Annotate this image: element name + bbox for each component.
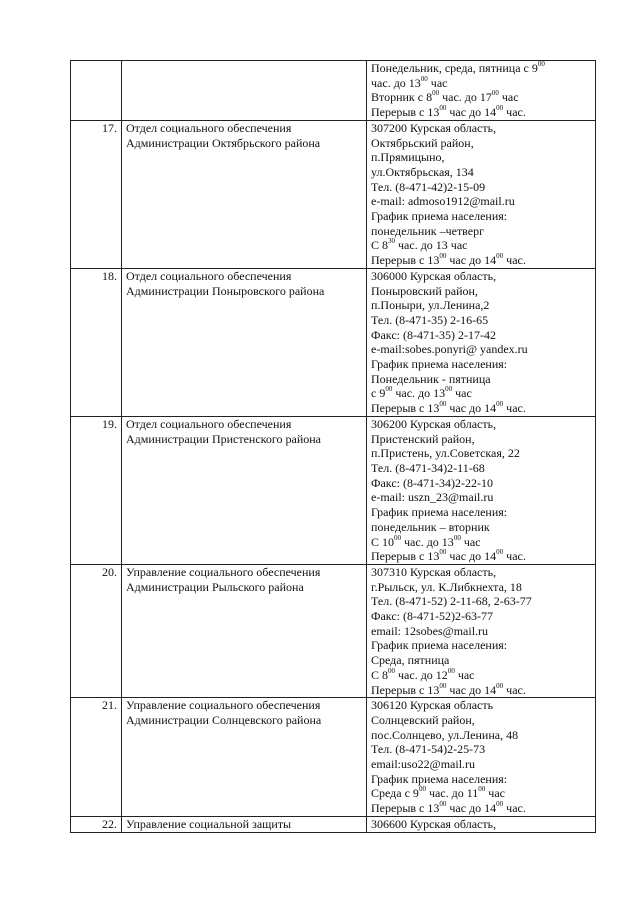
organization-cell bbox=[122, 61, 367, 121]
contact-info-line bbox=[371, 580, 591, 595]
table-row bbox=[71, 698, 596, 817]
contact-info-line bbox=[371, 238, 591, 253]
contact-info-cell bbox=[367, 564, 596, 697]
contact-info-text: п.Пристень, ул.Советская, 22 bbox=[371, 446, 520, 461]
contact-info-text: Перерыв с 13 bbox=[371, 401, 440, 416]
row-number: 21. bbox=[102, 698, 117, 713]
contact-info-cell bbox=[367, 416, 596, 564]
contact-info-text: email: 12sobes@mail.ru bbox=[371, 623, 489, 638]
table-row bbox=[71, 416, 596, 564]
contact-info-line bbox=[371, 61, 591, 76]
minutes-superscript: 00 bbox=[439, 400, 447, 409]
contact-info-cell bbox=[367, 816, 596, 832]
contact-info-text: Вторник с 8 bbox=[371, 90, 433, 105]
contact-info-text: 306120 Курская область bbox=[371, 698, 494, 713]
contact-info-text: п.Прямицыно, bbox=[371, 150, 445, 165]
contact-info-text: час. bbox=[503, 401, 526, 416]
row-number-cell bbox=[71, 120, 122, 268]
organization-cell bbox=[122, 816, 367, 832]
contact-info-cell bbox=[367, 698, 596, 817]
organization-name-line: Управление социальной защиты bbox=[126, 816, 292, 831]
contact-info-line bbox=[371, 476, 591, 491]
row-number-cell bbox=[71, 416, 122, 564]
table-row bbox=[71, 61, 596, 121]
contact-info-text: Тел. (8-471-54)2-25-73 bbox=[371, 742, 486, 757]
contact-info-line bbox=[371, 786, 591, 801]
contact-info-cell bbox=[367, 268, 596, 416]
row-number-cell bbox=[71, 698, 122, 817]
contact-info-line bbox=[371, 535, 591, 550]
contact-info-text: п.Поныри, ул.Ленина,2 bbox=[371, 298, 490, 313]
organization-cell bbox=[122, 120, 367, 268]
minutes-superscript: 00 bbox=[453, 533, 461, 542]
contact-info-text: час. bbox=[503, 549, 526, 564]
contact-info-text: час. до 13 час bbox=[395, 238, 468, 253]
contact-info-text: час. bbox=[503, 105, 526, 120]
contact-info-text: час bbox=[460, 534, 481, 549]
minutes-superscript: 00 bbox=[496, 104, 504, 113]
contact-info-text: Солнцевский район, bbox=[371, 712, 475, 727]
contact-info-text: С 8 bbox=[371, 667, 389, 682]
contact-info-text: понедельник – вторник bbox=[371, 519, 490, 534]
contacts-table-body bbox=[71, 61, 596, 833]
contact-info-line bbox=[371, 357, 591, 372]
organization-name-line: Администрации Поныровского района bbox=[126, 283, 325, 298]
contact-info-line bbox=[371, 401, 591, 416]
contact-info-text: График приема населения: bbox=[371, 505, 508, 520]
contact-info-line bbox=[371, 461, 591, 476]
minutes-superscript: 00 bbox=[439, 681, 447, 690]
contact-info-text: час до 14 bbox=[446, 549, 497, 564]
contact-info-text: Перерыв с 13 bbox=[371, 549, 440, 564]
contact-info-text: e-mail: uszn_23@mail.ru bbox=[371, 490, 494, 505]
contact-info-text: час. до 11 bbox=[425, 786, 479, 801]
contact-info-text: час bbox=[452, 386, 472, 401]
row-number-cell bbox=[71, 564, 122, 697]
contact-info-text: час. до 13 bbox=[392, 386, 446, 401]
organization-cell bbox=[122, 698, 367, 817]
contact-info-text: Тел. (8-471-34)2-11-68 bbox=[371, 460, 485, 475]
contact-info-line bbox=[371, 209, 591, 224]
contact-info-text: Тел. (8-471-35) 2-16-65 bbox=[371, 312, 489, 327]
contact-info-text: График приема населения: bbox=[371, 209, 508, 224]
contact-info-line bbox=[371, 165, 591, 180]
contact-info-text: Поныровский район, bbox=[371, 283, 478, 298]
contact-info-line bbox=[371, 653, 591, 668]
contact-info-text: 306000 Курская область, bbox=[371, 268, 497, 283]
contact-info-text: час. bbox=[503, 253, 526, 268]
contact-info-text: ул.Октябрьская, 134 bbox=[371, 164, 474, 179]
contact-info-line bbox=[371, 624, 591, 639]
table-row bbox=[71, 268, 596, 416]
contact-info-text: 307310 Курская область, bbox=[371, 564, 497, 579]
contact-info-line bbox=[371, 446, 591, 461]
contact-info-text: час. bbox=[503, 801, 526, 816]
contact-info-text: час. bbox=[503, 682, 526, 697]
minutes-superscript: 00 bbox=[496, 800, 504, 809]
contact-info-text: Понедельник - пятница bbox=[371, 371, 491, 386]
organization-name-line: Управление социального обеспечения bbox=[126, 698, 321, 713]
contact-info-text: час. до 13 bbox=[371, 75, 421, 90]
contact-info-line bbox=[371, 698, 591, 713]
contact-info-line bbox=[371, 728, 591, 743]
contact-info-text: 306200 Курская область, bbox=[371, 416, 497, 431]
row-number-cell bbox=[71, 268, 122, 416]
minutes-superscript: 00 bbox=[496, 681, 504, 690]
contact-info-line bbox=[371, 713, 591, 728]
contact-info-line bbox=[371, 90, 591, 105]
contact-info-text: e-mail: admoso1912@mail.ru bbox=[371, 194, 515, 209]
contact-info-line bbox=[371, 76, 591, 91]
contact-info-text: Среда с 9 bbox=[371, 786, 419, 801]
contact-info-line bbox=[371, 253, 591, 268]
minutes-superscript: 00 bbox=[439, 800, 447, 809]
contact-info-line bbox=[371, 638, 591, 653]
contact-info-line bbox=[371, 284, 591, 299]
contact-info-line bbox=[371, 505, 591, 520]
contact-info-text: понедельник –четверг bbox=[371, 223, 485, 238]
organization-name-line: Администрации Пристенского района bbox=[126, 431, 322, 446]
organization-cell bbox=[122, 564, 367, 697]
minutes-superscript: 00 bbox=[394, 533, 402, 542]
contact-info-text: 306600 Курская область, bbox=[371, 816, 497, 831]
organization-name-line: Администрации Октябрьского района bbox=[126, 135, 321, 150]
row-number: 17. bbox=[102, 120, 117, 135]
contact-info-text: пос.Солнцево, ул.Ленина, 48 bbox=[371, 727, 519, 742]
contact-info-cell bbox=[367, 120, 596, 268]
organization-name-line: Отдел социального обеспечения bbox=[126, 416, 292, 431]
contact-info-line bbox=[371, 417, 591, 432]
contact-info-line bbox=[371, 683, 591, 698]
contact-info-line bbox=[371, 121, 591, 136]
row-number: 18. bbox=[102, 268, 117, 283]
contact-info-text: час до 14 bbox=[446, 105, 497, 120]
contact-info-line bbox=[371, 194, 591, 209]
contact-info-text: Перерыв с 13 bbox=[371, 801, 440, 816]
row-number-cell bbox=[71, 816, 122, 832]
row-number-cell bbox=[71, 61, 122, 121]
contact-info-line bbox=[371, 136, 591, 151]
contact-info-line bbox=[371, 490, 591, 505]
row-number: 19. bbox=[102, 416, 117, 431]
contact-info-text: час до 14 bbox=[446, 401, 497, 416]
contact-info-text: Факс: (8-471-35) 2-17-42 bbox=[371, 327, 496, 342]
contact-info-text: час bbox=[485, 786, 505, 801]
minutes-superscript: 00 bbox=[418, 785, 426, 794]
contact-info-text: час до 14 bbox=[446, 253, 497, 268]
minutes-superscript: 00 bbox=[439, 104, 447, 113]
row-number: 20. bbox=[102, 564, 117, 579]
contact-info-text: Октябрьский район, bbox=[371, 135, 474, 150]
contact-info-text: час bbox=[454, 667, 475, 682]
contacts-table bbox=[70, 60, 596, 833]
minutes-superscript: 00 bbox=[496, 400, 504, 409]
minutes-superscript: 30 bbox=[388, 237, 396, 246]
contact-info-text: час. до 17 bbox=[439, 90, 492, 105]
contact-info-text: График приема населения: bbox=[371, 771, 508, 786]
contact-info-line bbox=[371, 801, 591, 816]
table-row bbox=[71, 120, 596, 268]
contact-info-text: Перерыв с 13 bbox=[371, 682, 440, 697]
minutes-superscript: 00 bbox=[432, 89, 440, 98]
contact-info-line bbox=[371, 520, 591, 535]
contact-info-text: Факс: (8-471-34)2-22-10 bbox=[371, 475, 493, 490]
minutes-superscript: 00 bbox=[420, 74, 428, 83]
contact-info-text: час bbox=[427, 75, 448, 90]
organization-name-line: Администрации Солнцевского района bbox=[126, 712, 322, 727]
contact-info-text: с 9 bbox=[371, 386, 386, 401]
contact-info-text: Перерыв с 13 bbox=[371, 105, 440, 120]
contact-info-line bbox=[371, 150, 591, 165]
contact-info-line bbox=[371, 386, 591, 401]
minutes-superscript: 00 bbox=[445, 385, 453, 394]
contact-info-text: График приема населения: bbox=[371, 638, 508, 653]
contact-info-line bbox=[371, 269, 591, 284]
organization-name-line: Отдел социального обеспечения bbox=[126, 120, 292, 135]
minutes-superscript: 00 bbox=[447, 666, 455, 675]
contact-info-line bbox=[371, 817, 591, 832]
contact-info-text: Тел. (8-471-42)2-15-09 bbox=[371, 179, 486, 194]
contact-info-line bbox=[371, 105, 591, 120]
organization-name-line: Отдел социального обеспечения bbox=[126, 268, 292, 283]
contact-info-line bbox=[371, 372, 591, 387]
contact-info-line bbox=[371, 757, 591, 772]
contact-info-text: Среда, пятница bbox=[371, 653, 450, 668]
contact-info-text: График приема населения: bbox=[371, 357, 508, 372]
contact-info-text: С 10 bbox=[371, 534, 395, 549]
contact-info-line bbox=[371, 742, 591, 757]
contact-info-text: Тел. (8-471-52) 2-11-68, 2-63-77 bbox=[371, 594, 532, 609]
minutes-superscript: 00 bbox=[537, 60, 545, 68]
organization-cell bbox=[122, 416, 367, 564]
contact-info-line bbox=[371, 432, 591, 447]
contact-info-text: Перерыв с 13 bbox=[371, 253, 440, 268]
minutes-superscript: 00 bbox=[439, 548, 447, 557]
minutes-superscript: 00 bbox=[439, 252, 447, 261]
contact-info-line bbox=[371, 224, 591, 239]
contact-info-line bbox=[371, 180, 591, 195]
contact-info-text: час. до 12 bbox=[395, 667, 448, 682]
contact-info-text: 307200 Курская область, bbox=[371, 120, 497, 135]
contact-info-text: час. до 13 bbox=[401, 534, 454, 549]
organization-name-line: Администрации Рыльского района bbox=[126, 579, 304, 594]
minutes-superscript: 00 bbox=[388, 666, 396, 675]
contact-info-text: С 8 bbox=[371, 238, 389, 253]
contact-info-line bbox=[371, 668, 591, 683]
contact-info-text: час bbox=[498, 90, 519, 105]
minutes-superscript: 00 bbox=[385, 385, 393, 394]
contact-info-line bbox=[371, 549, 591, 564]
contact-info-text: час до 14 bbox=[446, 801, 497, 816]
contact-info-text: Пристенский район, bbox=[371, 431, 475, 446]
contact-info-text: час до 14 bbox=[446, 682, 497, 697]
contact-info-text: e-mail:sobes.ponyri@ yandex.ru bbox=[371, 342, 528, 357]
minutes-superscript: 00 bbox=[491, 89, 499, 98]
contact-info-line bbox=[371, 342, 591, 357]
contact-info-text: Факс: (8-471-52)2-63-77 bbox=[371, 609, 493, 624]
organization-name-line: Управление социального обеспечения bbox=[126, 564, 321, 579]
contact-info-line bbox=[371, 313, 591, 328]
minutes-superscript: 00 bbox=[496, 548, 504, 557]
minutes-superscript: 00 bbox=[496, 252, 504, 261]
contact-info-line bbox=[371, 298, 591, 313]
table-row bbox=[71, 816, 596, 832]
contact-info-cell bbox=[367, 61, 596, 121]
contact-info-text: г.Рыльск, ул. К.Либкнехта, 18 bbox=[371, 579, 522, 594]
organization-cell bbox=[122, 268, 367, 416]
contact-info-line bbox=[371, 565, 591, 580]
contact-info-text: email:uso22@mail.ru bbox=[371, 757, 476, 772]
contact-info-line bbox=[371, 328, 591, 343]
contact-info-text: Понедельник, среда, пятница с 9 bbox=[371, 61, 538, 75]
table-row bbox=[71, 564, 596, 697]
minutes-superscript: 00 bbox=[478, 785, 486, 794]
contact-info-line bbox=[371, 594, 591, 609]
row-number: 22. bbox=[102, 816, 117, 831]
contact-info-line bbox=[371, 609, 591, 624]
